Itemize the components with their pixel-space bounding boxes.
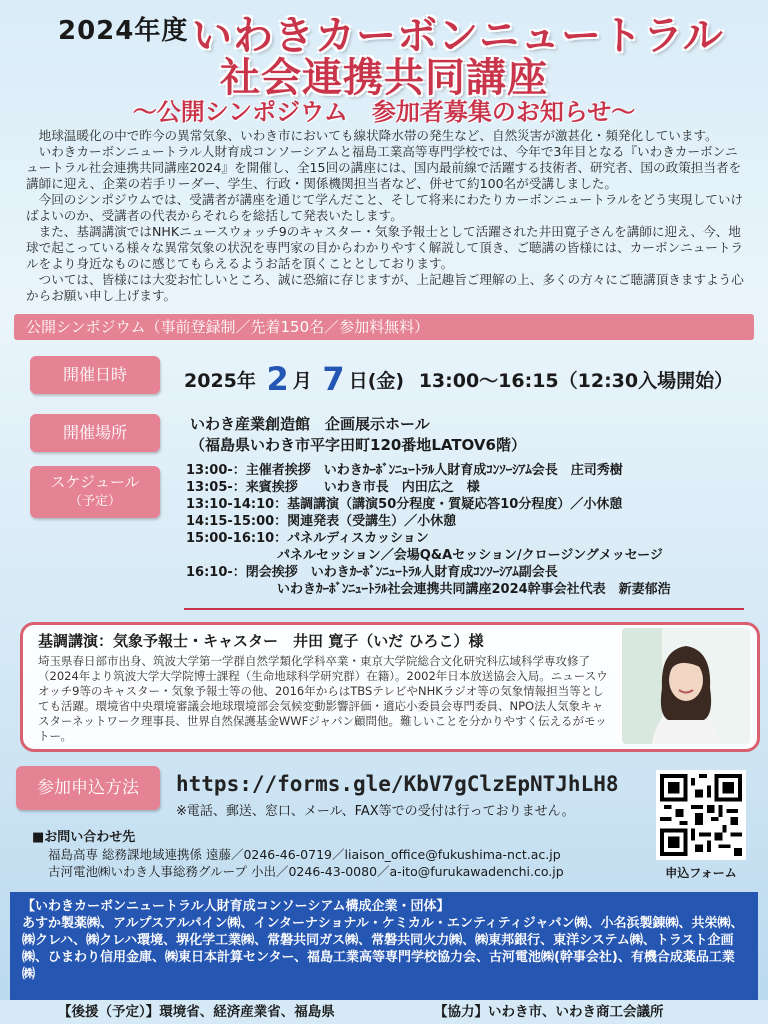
- contact-line: 福島高専 総務課地域連携係 遠藤／0246-46-0719／liaison_office@fukushima-nct.ac.jp: [48, 847, 561, 862]
- schedule-item: 13:10-14:10：基調講演（講演50分程度・質疑応答10分程度）／小休憩: [186, 497, 623, 512]
- qr-code-icon[interactable]: [656, 770, 746, 860]
- footer-support: 【後援（予定）】環境省、経済産業省、福島県: [58, 1004, 335, 1020]
- contact-info: [48, 846, 564, 880]
- date-time: 13:00～16:15（12:30入場開始）: [418, 370, 734, 392]
- public-symposium-band: 公開シンポジウム（事前登録制／先着150名／参加料無料）: [14, 314, 754, 340]
- sponsor-list: あすか製薬㈱、アルプスアルパイン㈱、インターナショナル・ケミカル・エンティティジャパン㈱、小名浜製錬㈱、共栄㈱、㈱クレハ、㈱クレハ環境、堺化学工業㈱、常磐共同ガス㈱、常磐共同火力㈱、㈱東邦銀行、東洋システム㈱、トラスト企画㈱、ひまわり信用金庫、㈱東日本計算センター、福島工業高等専門学校協力会、古河電池㈱(幹事会社)、有機合成薬品工業㈱: [22, 916, 744, 982]
- apply-note: ※電話、郵送、窓口、メール、FAX等での受付は行っておりません。: [176, 804, 575, 819]
- footer: [0, 1000, 768, 1024]
- qr-label: 申込フォーム: [665, 866, 737, 880]
- year-label: 2024年度: [58, 16, 189, 46]
- page-title-line1: いわきカーボンニュートラル: [192, 13, 724, 59]
- venue-label: 開催場所: [30, 414, 160, 452]
- venue-name: いわき産業創造館 企画展示ホール: [190, 415, 430, 433]
- schedule-item: 14:15-15:00：関連発表（受講生）／小休憩: [186, 514, 457, 529]
- date-day: 7: [322, 360, 345, 398]
- schedule-item: パネルセッション／会場Q&Aセッション/クロージングメッセージ: [186, 548, 663, 563]
- intro-paragraph: ついては、皆様には大変お忙しいところ、誠に恐縮に存じますが、上記趣旨ご理解の上、多くの方々にご聴講頂きますよう心からお願い申し上げます。: [26, 272, 744, 303]
- schedule-label: [30, 466, 160, 518]
- schedule-item: 13:00-：主催者挨拶 いわきｶｰﾎﾞﾝﾆｭｰﾄﾗﾙ人財育成ｺﾝｿｰｼｱﾑ会長 庄司秀樹: [186, 463, 623, 478]
- schedule-item: 13:05-：来賓挨拶 いわき市長 内田広之 様: [186, 480, 480, 495]
- page-subtitle: ～公開シンポジウム 参加者募集のお知らせ～: [132, 98, 636, 126]
- venue-address: （福島県いわき市平字田町120番地LATOV6階）: [190, 436, 526, 454]
- schedule-item: いわきｶｰﾎﾞﾝﾆｭｰﾄﾗﾙ社会連携共同講座2024幹事会社代表 新妻郁浩: [186, 582, 671, 597]
- sponsor-heading: 【いわきカーボンニュートラル人財育成コンソーシアム構成企業・団体】: [22, 899, 450, 914]
- intro-paragraph: 今回のシンポジウムでは、受講者が講座を通じて学んだこと、そして将来にわたりカーボンニュートラルをどう実現していけばよいのか、受講者の代表からそれらを総括して発表いたします。: [26, 192, 744, 223]
- schedule-label-text: スケジュール: [50, 473, 140, 491]
- contact-heading: ■お問い合わせ先: [32, 830, 136, 845]
- date-label: 開催日時: [30, 356, 160, 394]
- apply-label: 参加申込方法: [16, 766, 160, 810]
- intro-paragraph: また、基調講演ではNHKニュースウォッチ9のキャスター・気象予報士として活躍された井田寛子さんを講師に迎え、今、地球で起こっている様々な異常気象の状況を専門家の目からわかりやすく解説して頂き、ご聴講の皆様には、カーボンニュートラルをより身近なものに感じてもらえるようお話を頂くこととしております。: [26, 224, 744, 271]
- schedule-item: 16:10-：閉会挨拶 いわきｶｰﾎﾞﾝﾆｭｰﾄﾗﾙ人財育成ｺﾝｿｰｼｱﾑ副会長: [186, 565, 558, 580]
- intro-paragraph: いわきカーボンニュートラル人財育成コンソーシアムと福島工業高等専門学校では、今年で3年目となる『いわきカーボンニュートラル社会連携共同講座2024』を開催し、全15回の講座には、国内最前線で活躍する技術者、研究者、国の政策担当者を講師に迎え、企業の若手リーダー、学生、行政・関係機関担当者など、併せて約100名が受講しました。: [26, 144, 742, 191]
- page-title-line2: 社会連携共同講座: [220, 55, 548, 101]
- speaker-title: 基調講演：気象予報士・キャスター 井田 寛子（いだ ひろこ）様: [38, 632, 484, 650]
- date-month-unit: 月: [292, 370, 312, 392]
- schedule-divider: [184, 608, 744, 610]
- date-month: 2: [266, 360, 289, 398]
- intro-text: [26, 128, 748, 304]
- event-date: [184, 360, 733, 398]
- speaker-bio: 埼玉県春日部市出身、筑波大学第一学群自然学類化学科卒業・東京大学院総合文化研究科広域科学専攻修了（2024年より筑波大学大学院博士課程（生命地球科学研究群）在籍）。2002年日本放送協会入局。ニュースウオッチ9等のキャスター・気象予報士等の他、2016年からはTBSテレビやNHKラジオ等の気象情報担当等としても活躍。環境省中央環境審議会地球環境部会気候変動影響評価・適応小委員会専門委員、NPO法人気象キャスターネットワーク理事長、世界自然保護基金WWFジャパン顧問他。難しいことを分かりやすく伝えるがモットー。: [38, 654, 608, 743]
- venue: [190, 414, 526, 456]
- schedule-list: [186, 462, 746, 598]
- date-day-unit: 日(金): [348, 370, 405, 392]
- date-year: 2025年: [184, 370, 256, 392]
- schedule-item: 15:00-16:10：パネルディスカッション: [186, 531, 429, 546]
- contact-line: 古河電池㈱いわき人事総務グループ 小出／0246-43-0080／a-ito@furukawadenchi.co.jp: [48, 864, 564, 879]
- schedule-label-sub: （予定）: [68, 494, 121, 509]
- footer-cooperation: 【協力】いわき市、いわき商工会議所: [434, 1004, 664, 1020]
- intro-paragraph: 地球温暖化の中で昨今の異常気象、いわき市においても線状降水帯の発生など、自然災害が激甚化・頻発化しています。: [38, 128, 718, 143]
- apply-form-link[interactable]: https://forms.gle/KbV7gClzEpNTJhLH8: [176, 772, 619, 796]
- speaker-photo: [622, 628, 750, 744]
- sponsor-block: [10, 892, 758, 1000]
